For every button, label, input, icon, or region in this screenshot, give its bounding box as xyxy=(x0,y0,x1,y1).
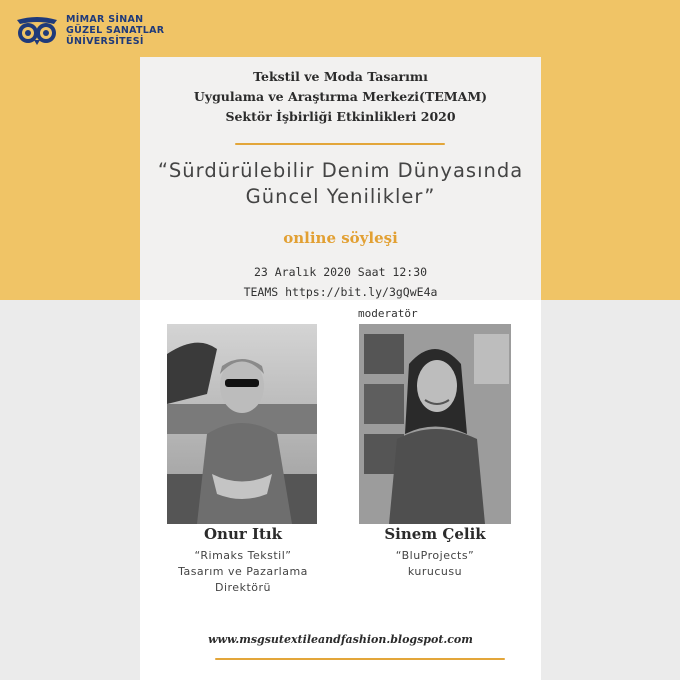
event-title xyxy=(140,158,541,210)
portrait-man-image xyxy=(167,324,317,524)
org-line-2: Uygulama ve Araştırma Merkezi(TEMAM) xyxy=(193,89,488,104)
logo-line-2: GÜZEL SANATLAR xyxy=(66,25,165,36)
university-name xyxy=(66,14,164,47)
speaker-name-onur: Onur Itık xyxy=(203,525,283,543)
role-line-1: “Rimaks Tekstil” xyxy=(194,549,292,562)
website-link[interactable]: www.msgsutextileandfashion.blogspot.com xyxy=(208,633,473,646)
event-link[interactable]: TEAMS https://bit.ly/3gQwE4a xyxy=(243,285,438,299)
role-line-2: kurucusu xyxy=(407,565,463,578)
title-line-1: “Sürdürülebilir Denim Dünyasında xyxy=(157,159,524,182)
title-line-2: Güncel Yenilikler” xyxy=(245,185,436,208)
role-line-1: “BluProjects” xyxy=(395,549,475,562)
org-line-3: Sektör İşbirliği Etkinlikleri 2020 xyxy=(225,109,456,124)
event-datetime: 23 Aralık 2020 Saat 12:30 xyxy=(253,265,428,279)
moderator-label: moderatör xyxy=(358,307,418,320)
event-subtitle: online söyleşi xyxy=(283,229,398,247)
portrait-woman-image xyxy=(359,324,511,524)
speaker-role-onur xyxy=(148,548,338,596)
logo-line-3: ÜNİVERSİTESİ xyxy=(66,36,144,47)
footer-divider xyxy=(215,658,505,660)
role-line-2: Tasarım ve Pazarlama xyxy=(178,565,308,578)
university-logo xyxy=(14,14,164,47)
speaker-name-sinem: Sinem Çelik xyxy=(384,525,486,543)
org-line-1: Tekstil ve Moda Tasarımı xyxy=(253,69,428,84)
logo-line-1: MİMAR SİNAN xyxy=(66,14,144,25)
speaker-photo-sinem xyxy=(359,324,511,524)
event-details xyxy=(140,262,541,302)
speaker-photo-onur xyxy=(167,324,317,524)
speaker-role-sinem xyxy=(340,548,530,580)
poster-card xyxy=(140,57,541,680)
owl-logo-icon xyxy=(14,16,60,46)
header-divider xyxy=(235,143,445,145)
organization-heading xyxy=(140,67,541,127)
role-line-3: Direktörü xyxy=(215,581,271,594)
